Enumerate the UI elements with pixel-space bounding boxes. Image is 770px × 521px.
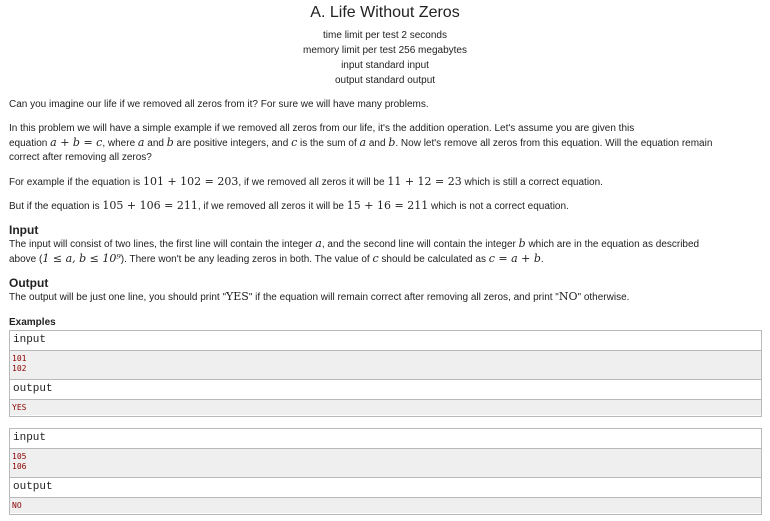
sample-output-label: output — [10, 380, 761, 400]
sample-input-label: input — [10, 331, 761, 351]
math-var-a: a — [137, 136, 145, 149]
math-var-c: c — [372, 252, 379, 265]
yes-literal: YES — [226, 290, 249, 303]
statement-paragraph-4 — [9, 199, 569, 214]
sample-input-line: 105 — [12, 452, 27, 461]
sample-input-line: 102 — [12, 364, 27, 373]
input-line-2 — [9, 252, 761, 267]
math-var-a: a — [315, 237, 322, 250]
text: , if we removed all zeros it will be — [197, 201, 347, 212]
no-literal: NO — [558, 290, 578, 303]
problem-title: A. Life Without Zeros — [310, 4, 460, 21]
sample-input-data[interactable] — [10, 449, 761, 478]
input-specification — [9, 223, 761, 267]
text: which are in the equation as described — [525, 239, 700, 250]
text: should be calculated as — [378, 254, 489, 265]
text: ). There won't be any leading zeros in both. The value of — [120, 254, 373, 265]
sample-output-line: NO — [12, 501, 22, 510]
text: . — [540, 254, 544, 265]
math-var-b: b — [166, 136, 174, 149]
memory-limit: memory limit per test 256 megabytes — [303, 45, 467, 56]
math-range: 1 ≤ a, b ≤ 10⁹ — [42, 252, 121, 265]
sample-input-data[interactable] — [10, 351, 761, 380]
examples-title: Examples — [9, 317, 56, 328]
example-test-2 — [9, 428, 762, 515]
sample-input-line: 101 — [12, 354, 27, 363]
statement-paragraph-3 — [9, 175, 603, 190]
math-equation: 105 + 106 = 211 — [102, 199, 198, 212]
time-limit: time limit per test 2 seconds — [323, 30, 447, 41]
math-var-c: c — [291, 136, 298, 149]
input-section-title: Input — [9, 223, 39, 237]
sample-output-label: output — [10, 478, 761, 498]
math-equation: 15 + 16 = 211 — [346, 199, 429, 212]
math-equation: c = a + b — [488, 252, 541, 265]
text: " if the equation will remain correct after removing all zeros, and print " — [248, 292, 559, 303]
sample-output-data[interactable] — [10, 498, 761, 513]
input-file: input standard input — [341, 60, 429, 71]
sample-output-line: YES — [12, 403, 27, 412]
text: " otherwise. — [577, 292, 630, 303]
text: which is not a correct equation. — [428, 201, 569, 212]
text: and — [366, 138, 389, 149]
text: But if the equation is — [9, 201, 103, 212]
math-equation: 11 + 12 = 23 — [387, 175, 462, 188]
problem-header — [0, 0, 770, 88]
math-var-b: b — [518, 237, 526, 250]
input-line-1 — [9, 237, 761, 252]
statement-paragraph-1: Can you imagine our life if we removed all zeros from it? For sure we will have many problems. — [9, 99, 429, 110]
text: The output will be just one line, you should print " — [9, 292, 227, 303]
output-section-title: Output — [9, 276, 49, 290]
text: , and the second line will contain the integer — [321, 239, 519, 250]
output-specification — [9, 276, 761, 305]
text: , if we removed all zeros it will be — [238, 177, 388, 188]
math-var-b: b — [388, 136, 396, 149]
math-var-a: a — [359, 136, 367, 149]
output-line — [9, 290, 761, 305]
output-file: output standard output — [334, 75, 436, 86]
statement-line — [9, 136, 761, 151]
sample-output-data[interactable] — [10, 400, 761, 415]
statement-line: In this problem we will have a simple example if we removed all zeros from our life, it's the addition operation. Let's assume you are given this — [9, 123, 635, 134]
statement-paragraph-2 — [9, 122, 761, 165]
text: above ( — [9, 254, 43, 265]
sample-input-label: input — [10, 429, 761, 449]
math-equation: 101 + 102 = 203 — [142, 175, 239, 188]
text: are positive integers, and — [173, 138, 292, 149]
text: equation — [9, 138, 51, 149]
text: which is still a correct equation. — [461, 177, 603, 188]
sample-input-line: 106 — [12, 462, 27, 471]
text: The input will consist of two lines, the first line will contain the integer — [9, 239, 316, 250]
statement-line: correct after removing all zeros? — [9, 152, 152, 163]
text: and — [144, 138, 167, 149]
example-test-1 — [9, 330, 762, 417]
text: For example if the equation is — [9, 177, 143, 188]
text: , where — [102, 138, 138, 149]
text: is the sum of — [297, 138, 360, 149]
text: . Now let's remove all zeros from this equation. Will the equation remain — [395, 138, 713, 149]
math-equation: a + b = c — [50, 136, 103, 149]
